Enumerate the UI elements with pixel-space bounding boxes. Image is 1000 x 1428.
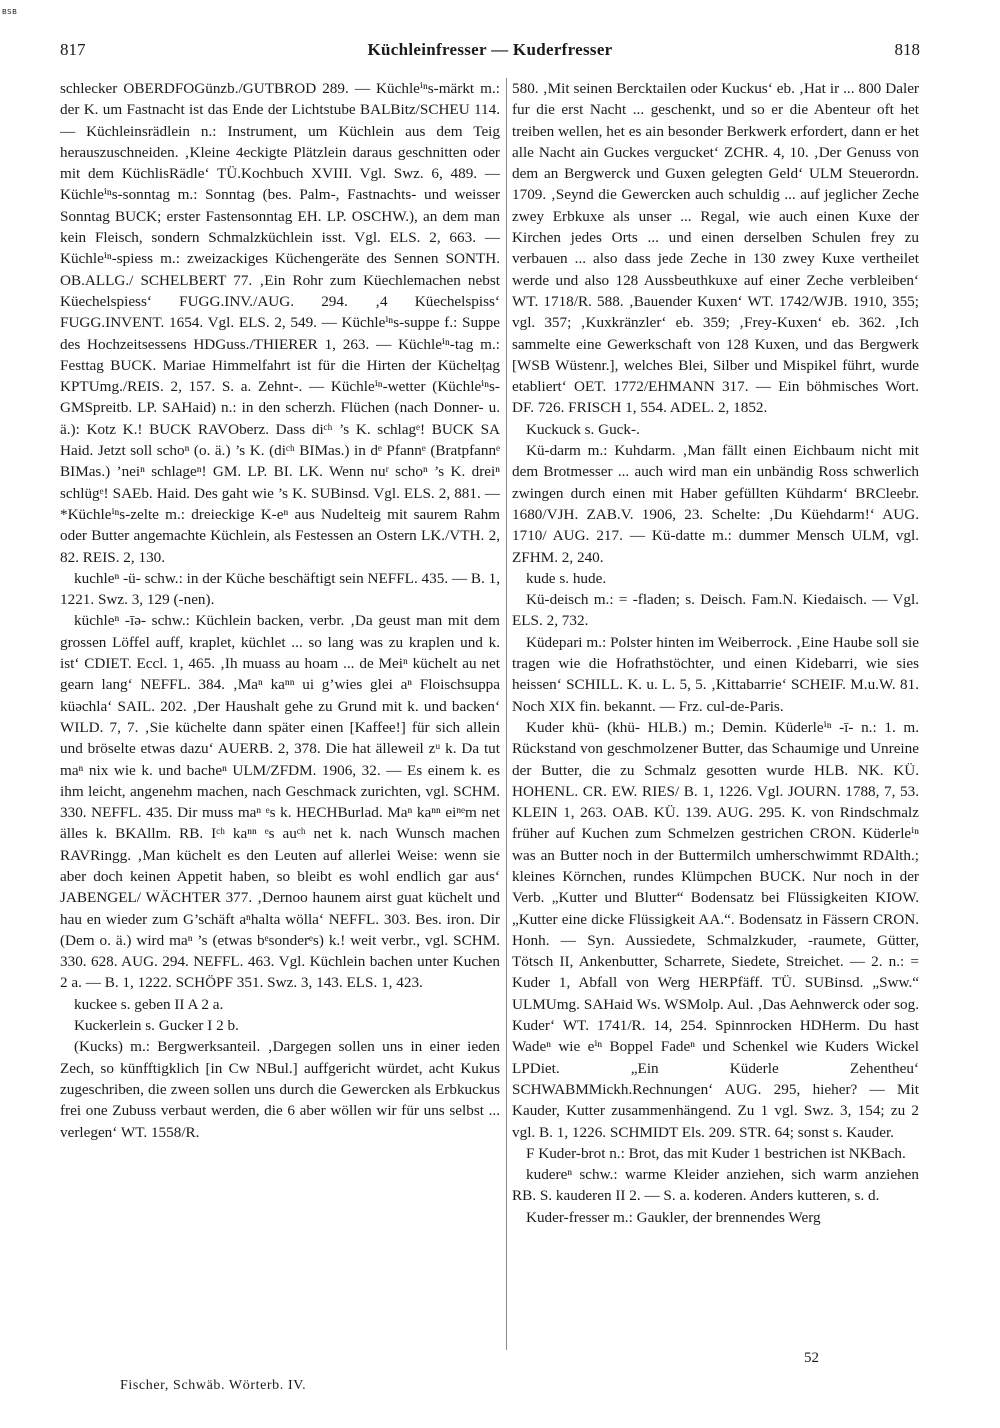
entry-kuder: Kuder khü- (khü- HLB.) m.; Demin. Küderleⁱⁿ -ī- n.: 1. m. Rückstand von geschmolzener Butter, das Schaumige und Unreine der Butter, die zu Schmalz gesotten wurde HLB. NK. KÜ. HOHENL. CR. EW. RIES/ B. 1, 1226. Vgl. JOURN. 1788, 7, 53. KLEIN 1, 263. OAB. KÜ. 139. AUG. 295. K. von Rindschmalz früher auf Kuchen zum Schmelzen gestrichen CRON. Küderleⁱⁿ was an Butter noch in der Buttermilch umherschwimmt RDAlth.; kleines Körnchen, rundes Klümpchen BUCK. Nur noch in der Verb. „Kutter und Blutter“ Bodensatz bei Flüssigkeiten KIOW. „Kutter eine dicke Flüssigkeit AA.“. Bodensatz in Fässern CRON. Honh. — Syn. Aussiedete, Schmalzkuder, -raumete, Gütter, Tötsch II, Ankenbutter, Scharrete, Siedete, Streichet. — 2. n.: = Kuder 1, Abfall von Werg HERPfäff. TÜ. SUBinsd. „Sww.“ ULMUmg. SAHaid Ws. WSMolp. Aul. ‚Das Aehnwerck oder sog. Kuder‘ WT. 1741/R. 14, 254. Spinnrocken HDHerm. Du hast Wadeⁿ wie eⁱⁿ Boppel Fadeⁿ und Schenkel wie Kuders Wickel LPDiet. „Ein Küderle Zehenthеu‘ SCHWABMMickh.Rechnungen‘ AUG. 295, hieher? — Mit Kauder, Kutter zusammenhängend. Zu 1 vgl. Swz. 3, 154; zu 2 vgl. B. 1, 1226. SCHMIDT Els. 209. STR. 64; sonst s. Kauder.: [512, 718, 919, 1141]
entry-kuckuck: Kuckuck s. Guck-.: [526, 420, 640, 438]
page-number-right: 818: [894, 40, 920, 59]
sheet-number: 52: [804, 1350, 819, 1366]
entry-kucks: (Kucks) m.: Bergwerksanteil. ‚Dargegen sollen uns in einer ieden Zech, so künfftigklich [in Cw NBul.] auffgericht würdet, acht Kukus zugeschriben, die zween sollen uns durch die Gewercken als Erbkuckus frei one Zubuss verbaut werden, die 6 aber wöllen wir für uns selbst ... verlegen‘ WT. 1558/R.: [60, 1038, 500, 1141]
footer-signature: Fischer, Schwäb. Wörterb. IV.: [120, 1378, 307, 1393]
running-title: Küchleinfresser — Kuderfresser: [367, 40, 613, 59]
entry-kuderen: kudereⁿ schw.: warme Kleider anziehen, sich warm anziehen RB. S. kauderen II 2. — S. a. koderen. Anders kutteren, s. d.: [512, 1166, 919, 1205]
library-stamp: BSB: [2, 8, 18, 16]
column-divider: [506, 78, 507, 1350]
entry-kuchlen: kuchleⁿ -ü- schw.: in der Küche beschäftigt sein NEFFL. 435. — B. 1, 1221. Swz. 3, 129 (-nen).: [60, 569, 500, 609]
entry-kuckee: kuckee s. geben II A 2 a.: [74, 995, 224, 1013]
entry-kuechleinfresser-cont: schlecker OBERDFOGünzb./GUTBROD 289. — Küchleⁱⁿs-märkt m.: der K. um Fastnacht ist das Ende der Lichtstube BALBitz/SCHEU 114. — Küchleinsrädlein n.: Instrument, um Küchlein aus dem Teig herauszuschneiden. ‚Kleine 4eckigte Plätzlein daraus geschnitten oder mit dem KüchlisRädle‘ TÜ.Kochbuch XVIII. Vgl. Swz. 6, 489. — Küchleⁱⁿs-sonntag m.: Sonntag (bes. Palm-, Fastnachts- und weisser Sonntag BUCK; erster Fastensonntag EH. LP. OSCHW.), an dem man kein Fleisch, sondern Schmalzküchlein isst. Vgl. ELS. 2, 663. — Küchleⁱⁿ-spiess m.: zweizackiges Küchengeräte des Sennen SONTH. OB.ALLG./ SCHELBERT 77. ‚Ein Rohr zum Küechlemachen nebst Küechelspiess‘ FUGG.INV./AUG. 294. ‚4 Küechelspiss‘ FUGG.INVENT. 1654. Vgl. ELS. 2, 549. — Küchleⁱⁿs-suppe f.: Suppe des Hochzeitsessens HDGuss./THIERER 1, 263. — Küchleⁱⁿ-tag m.: Festtag BUCK. Mariae Himmelfahrt ist für die Hirten der Küchelțag KPTUmg./REIS. 2, 157. S. a. Zehnt-. — Küchleⁱⁿ-wetter (Küchleⁱⁿs- GMSpreitb. LP. SAHaid) n.: in den scherzh. Flüchen (nach Donner- u. ä.): Kotz K.! BUCK RAVOberz. Dass diᶜʰ ’s K. schlagᵉ! BUCK SA Haid. Jetzt soll schoⁿ (o. ä.) ’s K. (diᶜʰ BIMas.) in dᵉ Pfannᵉ (Bratpfannᵉ BIMas.) ’neiⁿ schlageⁿ! GM. LP. BI. LK. Wenn nuʳ schoⁿ ’s K. dreiⁿ schlügᵉ! SAEb. Haid. Des gaht wie ’s K. SUBinsd. Vgl. ELS. 2, 881. — *Küchleⁱⁿs-zelte m.: dreieckige K-eⁿ aus Nudelteig mit saurem Rahm oder Butter angemachte Küchlein, als Festessen an Ostern LK./VTH. 2, 82. REIS. 2, 130.: [60, 80, 500, 566]
page-header: [60, 40, 920, 68]
entry-kue-darm: Kü-darm m.: Kuhdarm. ‚Man fällt einen Eichbaum nicht mit dem Brotmesser ... auch wird man ein unbändig Ross schwerlich zwingen durch einen mit Haber gefüllten Kühdarm‘ BRCleebr. 1680/VJH. ZAB.V. 1906, 23. Schelte: ‚Du Küehdarm!‘ AUG. 1710/ AUG. 217. — Kü-datte m.: dummer Mensch ULM, vgl. ZFHM. 2, 240.: [512, 442, 919, 566]
entry-kuedepari: Küdepari m.: Polster hinten im Weiberrock. ‚Eine Haube soll sie tragen wie die Hofrathstöchter, und einen Kidebarri, wie sies heissen‘ SCHILL. K. u. L. 5, 5. ‚Kittabarrie‘ SCHEIF. M.u.W. 81. Noch XIX fin. bekannt. — Frz. cul-de-Paris.: [512, 633, 919, 715]
entry-kuder-brot: F Kuder-brot n.: Brot, das mit Kuder 1 bestrichen ist NKBach.: [526, 1144, 906, 1162]
entry-kucks-cont: 580. ‚Mit seinen Bercktailen oder Kuckus‘ eb. ‚Hat ir ... 800 Daler fur die erst Nacht ... geschenkt, und so er die Abenteur oft het treiben wellen, het es ain besonder Berkwerk erfordert, dann er het alle Nacht ain Guckes vergucket‘ ZCHR. 4, 10. ‚Der Genuss von dem an Bergwerck und Guxen gelegten Geld‘ ULM Steuerordn. 1709. ‚Seynd die Gewercken auch schuldig ... auf jeglicher Zeche zwey Erbkuxe als unser ... Regal, wie auch einen Kuxe der Kirchen jedes Orts ... und einen derselben Schulen frey zu verbauen ... also dass jede Zeche in 130 zwey Kuxe vertheilet werde und also 128 Aussbeuthkuxe auf einer Zeche verbleiben‘ WT. 1718/R. 588. ‚Bauender Kuxen‘ WT. 1742/WJB. 1910, 355; vgl. 357; ‚Kuxkränzler‘ eb. 359; ‚Frey-Kuxen‘ eb. 362. ‚Ich sammelte eine Gewerkschaft von 128 Kuxen, und das Bergwerk [WSB Wüstenr.], welches Blei, Silber und Mispikel führt, wurde etabliert‘ OET. 1772/EHMANN 317. — Ein böhmisches Wort. DF. 726. FRISCH 1, 554. ADEL. 2, 1852.: [512, 80, 919, 417]
left-column: [60, 78, 500, 1328]
entry-kuder-fresser: Kuder-fresser m.: Gaukler, der brennendes Werg: [526, 1208, 821, 1226]
entry-kuckerlein: Kuckerlein s. Gucker I 2 b.: [74, 1017, 239, 1035]
entry-kue-deisch: Kü-deisch m.: = -fladen; s. Deisch. Fam.N. Kiedaisch. — Vgl. ELS. 2, 732.: [512, 591, 919, 630]
page-number-left: 817: [60, 40, 86, 59]
entry-kude: kude s. hude.: [526, 569, 607, 587]
right-column: [512, 78, 919, 1328]
entry-kuechlen: küchleⁿ -īə- schw.: Küchlein backen, verbr. ‚Da geust man mit dem grossen Löffel auff, kraplet, küchlet ... so lang was zu kraplen und k. ist‘ CDIET. Eccl. 1, 465. ‚Ih muass au hoam ... de Meiⁿ küchelt au net gearn lang‘ NEFFL. 384. ‚Maⁿ kaⁿⁿ ui g’wies glei aⁿ Floischsuppa küəchla‘ SAIL. 202. ‚Der Haushalt gehe zu Grund mit k. und backen‘ WILD. 7, 7. ‚Sie küchelte dann später einen [Kaffee!] für sich allein und bröselte etwas dazu‘ AUERB. 2, 378. Die hat älleweil zᵘ k. Da tut maⁿ nix wie k. und bacheⁿ ULM/ZFDM. 1906, 32. — Es einem k. es ihm leicht, angenehm machen, nach Geschmack zurichten, vgl. SCHM. 330. NEFFL. 435. Dir muss maⁿ ᵉs k. HECHBurlad. Maⁿ kaⁿⁿ eiⁿᵉm net älles k. BKAllm. RB. Iᶜʰ kaⁿⁿ ᵉs auᶜʰ net k. nach Wunsch machen RAVRingg. ‚Man küchelt es den Leuten auf allerlei Weise: wenn sie aber doch keinen Appetit haben, so bleibt es wohl endlich gar aus‘ JABENGEL/ WÄCHTER 377. ‚Dernoo haunem airst guat küchelt und hau en wieder zum G’schäft aⁿhalta wölla‘ NEFFL. 303. Bes. iron. Dir (Dem o. ä.) wird maⁿ ’s (etwas bᵉsonderᵉs) k.! weit verbr., vgl. SCHM. 330. 628. AUG. 294. NEFFL. 463. Vgl. Küchlein bachen unter Kuchen 2 a. — B. 1, 1222. SCHÖPF 351. Swz. 3, 143. ELS. 1, 423.: [60, 612, 500, 992]
